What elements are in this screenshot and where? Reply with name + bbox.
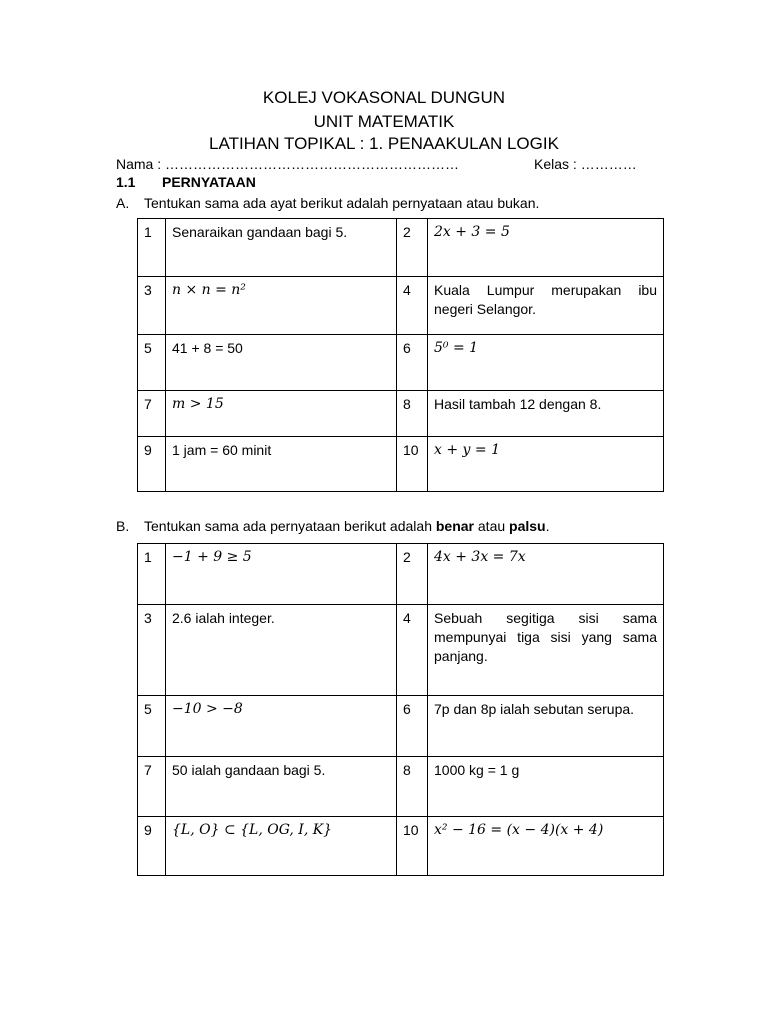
part-a-text: Tentukan sama ada ayat berikut adalah pernyataan atau bukan. bbox=[144, 195, 540, 211]
part-b-text-palsu: palsu bbox=[509, 518, 546, 534]
question-text: x + y = 1 bbox=[428, 437, 664, 492]
question-text: 5⁰ = 1 bbox=[428, 335, 664, 391]
table-row bbox=[138, 219, 664, 277]
table-row bbox=[138, 437, 664, 492]
question-text: 41 + 8 = 50 bbox=[166, 335, 397, 391]
question-number: 9 bbox=[138, 817, 166, 876]
question-text: n × n = n² bbox=[166, 277, 397, 335]
question-number: 7 bbox=[138, 391, 166, 437]
table-row bbox=[138, 391, 664, 437]
question-text: Senaraikan gandaan bagi 5. bbox=[166, 219, 397, 277]
table-row bbox=[138, 335, 664, 391]
question-text: Sebuah segitiga sisi sama mempunyai tiga sisi yang sama panjang. bbox=[428, 605, 664, 696]
part-b-text-pre: Tentukan sama ada pernyataan berikut adalah bbox=[144, 518, 436, 534]
question-text: 1 jam = 60 minit bbox=[166, 437, 397, 492]
section-number: 1.1 bbox=[116, 174, 136, 190]
question-number: 2 bbox=[397, 544, 428, 605]
question-number: 3 bbox=[138, 605, 166, 696]
part-b-text-post: . bbox=[545, 518, 550, 534]
question-number: 8 bbox=[397, 391, 428, 437]
question-text: 1000 kg = 1 g bbox=[428, 757, 664, 817]
question-number: 4 bbox=[397, 277, 428, 335]
question-number: 8 bbox=[397, 757, 428, 817]
question-number: 3 bbox=[138, 277, 166, 335]
question-number: 5 bbox=[138, 335, 166, 391]
section-heading bbox=[116, 174, 256, 190]
question-number: 4 bbox=[397, 605, 428, 696]
question-text: 7p dan 8p ialah sebutan serupa. bbox=[428, 696, 664, 757]
question-text: 50 ialah gandaan bagi 5. bbox=[166, 757, 397, 817]
table-row bbox=[138, 605, 664, 696]
question-text: 2x + 3 = 5 bbox=[428, 219, 664, 277]
question-number: 9 bbox=[138, 437, 166, 492]
unit-title: UNIT MATEMATIK bbox=[313, 112, 455, 131]
question-number: 10 bbox=[397, 817, 428, 876]
question-number: 1 bbox=[138, 544, 166, 605]
topic-title: LATIHAN TOPIKAL : 1. PENAAKULAN LOGIK bbox=[209, 134, 559, 153]
question-number: 6 bbox=[397, 335, 428, 391]
question-text: −10 > −8 bbox=[166, 696, 397, 757]
question-number: 5 bbox=[138, 696, 166, 757]
part-a-label: A. bbox=[116, 195, 130, 211]
part-b-text-mid: atau bbox=[474, 518, 510, 534]
part-b-instruction bbox=[116, 517, 550, 535]
section-title: PERNYATAAN bbox=[162, 174, 256, 190]
question-text: m > 15 bbox=[166, 391, 397, 437]
question-text: x² − 16 = (x − 4)(x + 4) bbox=[428, 817, 664, 876]
question-text: {L, O} ⊂ {L, OG, I, K} bbox=[166, 817, 397, 876]
name-field-line: Nama : ……………………………………………………… bbox=[116, 156, 460, 172]
question-number: 6 bbox=[397, 696, 428, 757]
question-text: Hasil tambah 12 dengan 8. bbox=[428, 391, 664, 437]
table-row bbox=[138, 277, 664, 335]
table-row bbox=[138, 757, 664, 817]
question-number: 2 bbox=[397, 219, 428, 277]
question-number: 7 bbox=[138, 757, 166, 817]
question-text: 4x + 3x = 7x bbox=[428, 544, 664, 605]
table-row bbox=[138, 817, 664, 876]
class-field-line: Kelas : ………… bbox=[534, 156, 637, 172]
question-number: 1 bbox=[138, 219, 166, 277]
part-a-table bbox=[137, 218, 664, 492]
question-number: 10 bbox=[397, 437, 428, 492]
part-a-instruction bbox=[116, 194, 539, 212]
question-text: −1 + 9 ≥ 5 bbox=[166, 544, 397, 605]
table-row bbox=[138, 696, 664, 757]
question-text: 2.6 ialah integer. bbox=[166, 605, 397, 696]
school-title: KOLEJ VOKASONAL DUNGUN bbox=[262, 88, 506, 107]
part-b-text-benar: benar bbox=[435, 518, 474, 534]
part-b-label: B. bbox=[116, 518, 130, 534]
table-row bbox=[138, 544, 664, 605]
part-b-table bbox=[137, 543, 664, 876]
question-text: Kuala Lumpur merupakan ibu negeri Selangor. bbox=[428, 277, 664, 335]
